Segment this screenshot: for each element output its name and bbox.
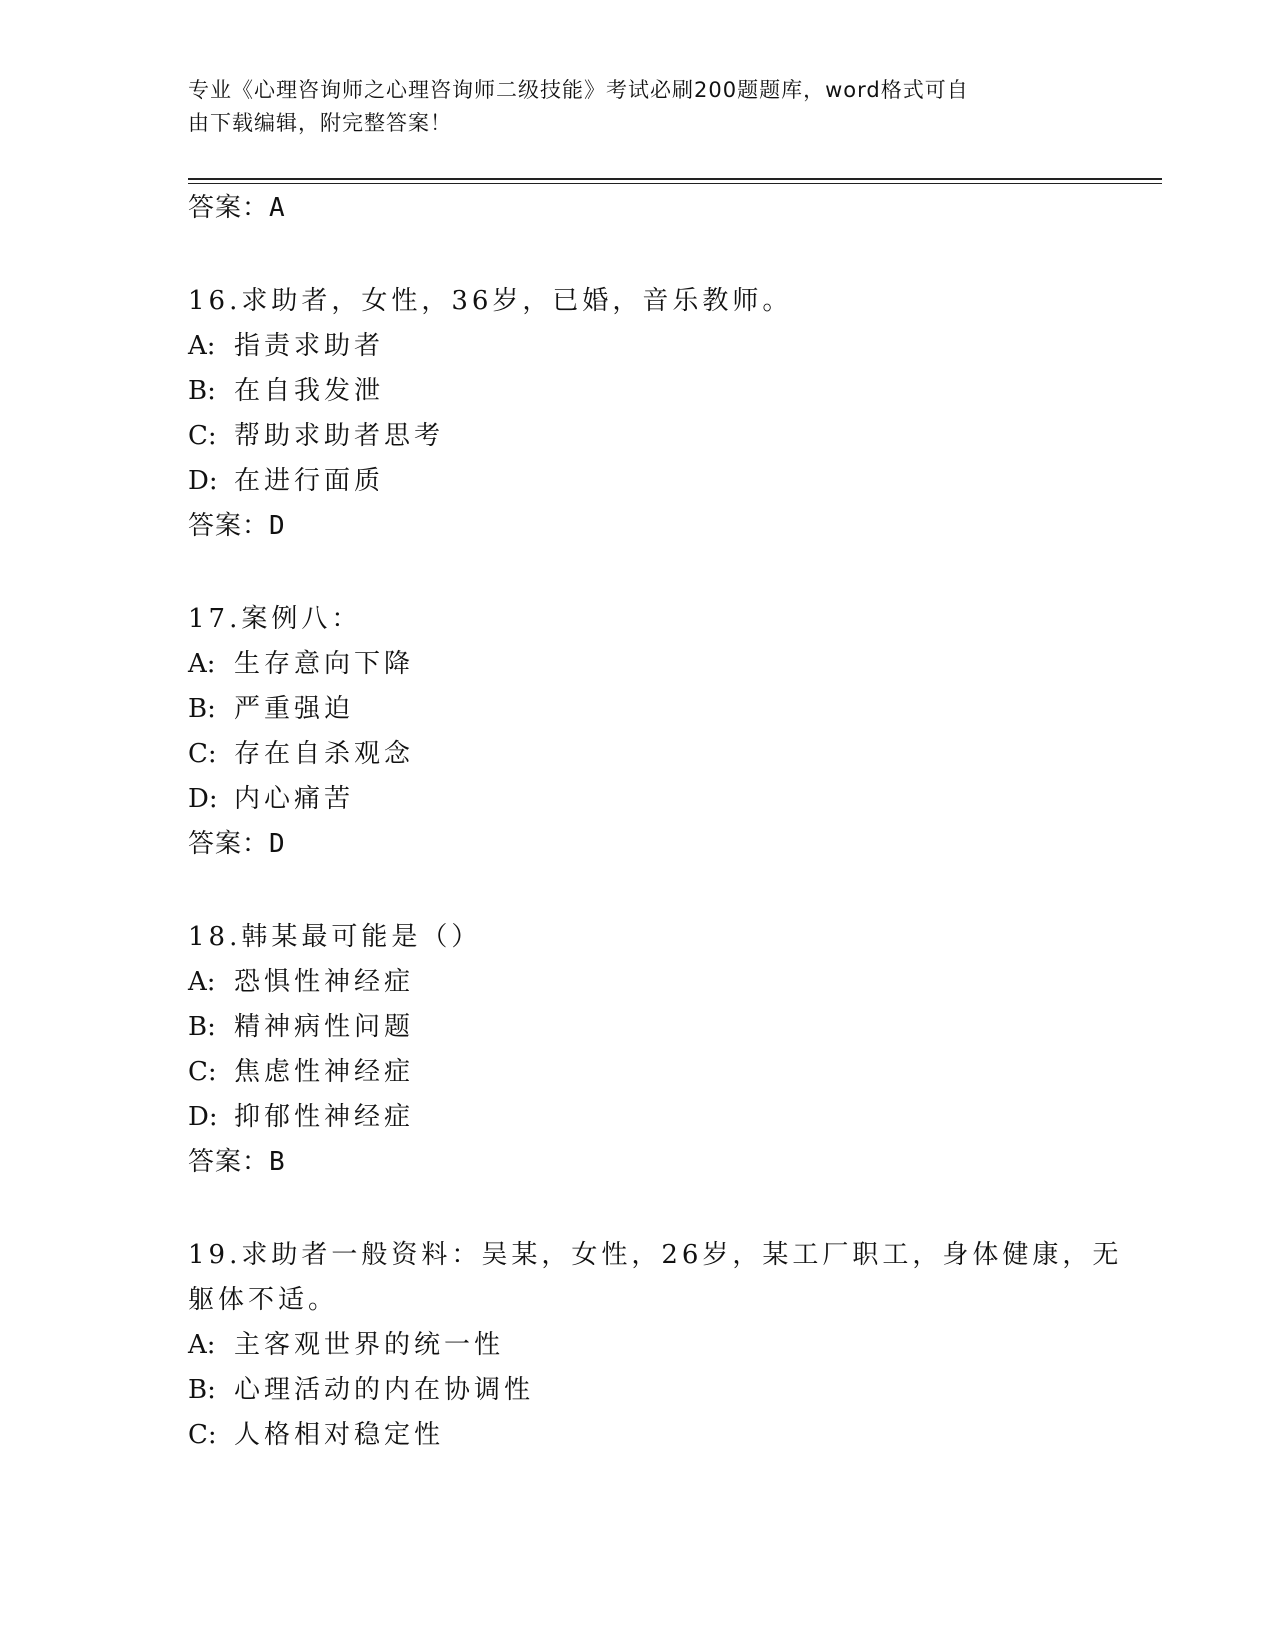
option-text: 在自我发泄 [234, 376, 385, 406]
header-line-2: 由下载编辑，附完整答案！ [188, 111, 452, 135]
option-text: 内心痛苦 [234, 784, 355, 814]
option-b [188, 1005, 1148, 1050]
option-text: 主客观世界的统一性 [234, 1330, 505, 1360]
option-c [188, 1050, 1148, 1095]
option-key: A: [188, 967, 216, 997]
document-header [188, 74, 1088, 140]
header-divider-thin [188, 183, 1162, 184]
option-key: C: [188, 1057, 217, 1087]
question-text: 16.求助者，女性，36岁，已婚，音乐教师。 [188, 286, 793, 316]
option-d [188, 1095, 1148, 1140]
option-text: 指责求助者 [234, 331, 385, 361]
answer-label: 答案： [188, 1147, 270, 1177]
option-text: 生存意向下降 [234, 649, 415, 679]
question-list [188, 186, 1148, 1458]
option-key: A: [188, 1330, 216, 1360]
option-text: 精神病性问题 [234, 1012, 415, 1042]
question-text-line-2: 躯体不适。 [188, 1285, 339, 1315]
option-key: B: [188, 376, 216, 406]
question-text: 17.案例八： [188, 604, 362, 634]
answer-value: D [269, 511, 286, 541]
option-text: 恐惧性神经症 [234, 967, 415, 997]
option-c [188, 732, 1148, 777]
question-block-17 [188, 597, 1148, 867]
option-text: 焦虑性神经症 [234, 1057, 415, 1087]
option-b [188, 369, 1148, 414]
answer-label: 答案： [188, 511, 270, 541]
option-text: 存在自杀观念 [234, 739, 415, 769]
answer-value: A [269, 193, 286, 223]
answer-value: D [269, 829, 286, 859]
answer-label: 答案： [188, 193, 270, 223]
header-line-1: 专业《心理咨询师之心理咨询师二级技能》考试必刷200题题库，word格式可自 [188, 78, 969, 102]
option-a [188, 642, 1148, 687]
question-text-line-1: 19.求助者一般资料：吴某，女性，26岁，某工厂职工，身体健康，无 [188, 1240, 1123, 1270]
spacer [188, 1185, 1148, 1233]
option-c [188, 1413, 1148, 1458]
header-divider-thick [188, 178, 1162, 180]
question-text: 18.韩某最可能是（） [188, 922, 482, 952]
spacer [188, 231, 1148, 279]
answer-value: B [269, 1147, 286, 1177]
question-block-16 [188, 279, 1148, 549]
option-text: 人格相对稳定性 [234, 1420, 445, 1450]
option-key: A: [188, 331, 216, 361]
option-text: 帮助求助者思考 [234, 421, 445, 451]
option-b [188, 1368, 1148, 1413]
answer-line [188, 186, 1148, 231]
spacer [188, 549, 1148, 597]
question-block-18 [188, 915, 1148, 1185]
option-key: D: [188, 466, 218, 496]
spacer [188, 867, 1148, 915]
answer-line [188, 504, 1148, 549]
answer-label: 答案： [188, 829, 270, 859]
option-key: C: [188, 1420, 217, 1450]
option-text: 严重强迫 [234, 694, 355, 724]
option-text: 在进行面质 [234, 466, 385, 496]
option-key: B: [188, 1012, 216, 1042]
option-key: A: [188, 649, 216, 679]
option-key: D: [188, 1102, 218, 1132]
option-a [188, 324, 1148, 369]
option-key: B: [188, 1375, 216, 1405]
option-text: 心理活动的内在协调性 [234, 1375, 535, 1405]
option-a [188, 960, 1148, 1005]
option-key: C: [188, 739, 217, 769]
option-a [188, 1323, 1148, 1368]
option-key: B: [188, 694, 216, 724]
answer-line [188, 1140, 1148, 1185]
option-text: 抑郁性神经症 [234, 1102, 415, 1132]
option-d [188, 459, 1148, 504]
option-b [188, 687, 1148, 732]
option-d [188, 777, 1148, 822]
question-block-19 [188, 1233, 1148, 1458]
option-key: C: [188, 421, 217, 451]
option-c [188, 414, 1148, 459]
option-key: D: [188, 784, 218, 814]
answer-line [188, 822, 1148, 867]
